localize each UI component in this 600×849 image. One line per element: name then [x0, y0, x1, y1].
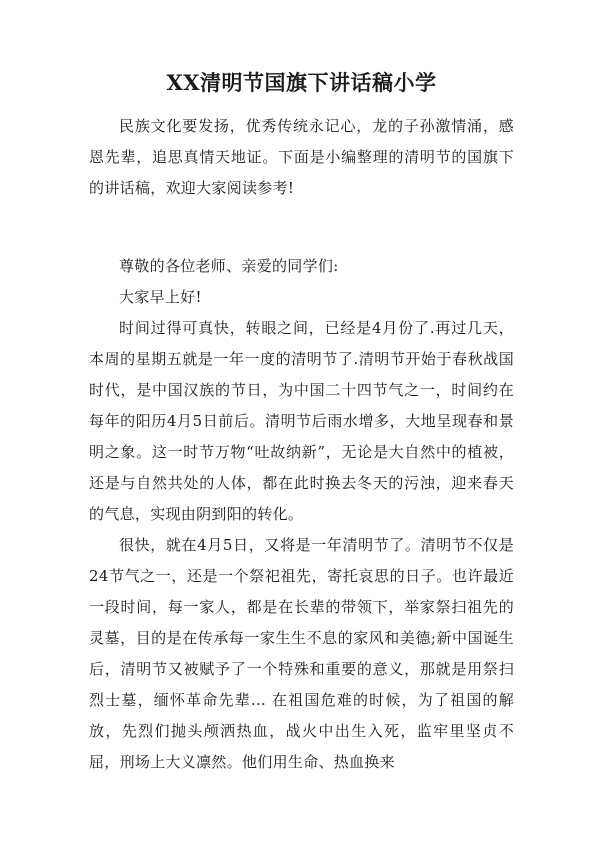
document-title: XX清明节国旗下讲话稿小学 [166, 70, 437, 95]
greeting: 大家早上好! [119, 288, 202, 306]
salutation: 尊敬的各位老师、亲爱的同学们: [119, 257, 339, 275]
body-paragraph: 很快，就在4月5日，又将是一年清明节了。清明节不仅是24节气之一，还是一个祭祀祖先，寄托哀思的日子。也许最近一段时间，每一家人，都是在长辈的带领下，举家祭扫祖先的灵墓，目的是在传承每一家生生不息的家风和美德;新中国诞生后，清明节又被赋予了一个特殊和重要的意义，那就是用祭扫烈士墓，缅怀革命先辈... 在祖国危难的时候，为了祖国的解放，先烈们抛头颅洒热血，战火中出生入死，监牢里坚贞不屈，刑场上大义凛然。他们用生命、热血换来 [89, 536, 514, 771]
intro-paragraph: 民族文化要发扬，优秀传统永记心，龙的子孙激情涌，感恩先辈，追思真情天地证。下面是小编整理的清明节的国旗下的讲话稿，欢迎大家阅读参考! [89, 117, 514, 197]
body-paragraph: 时间过得可真快，转眼之间，已经是4月份了.再过几天，本周的星期五就是一年一度的清明节了.清明节开始于春秋战国时代，是中国汉族的节日，为中国二十四节气之一，时间约在每年的阳历4月5日前后。清明节后雨水增多，大地呈现春和景明之象。这一时节万物“吐故纳新”，无论是大自然中的植被，还是与自然共处的人体，都在此时换去冬天的污浊，迎来春天的气息，实现由阴到阳的转化。 [89, 319, 514, 523]
